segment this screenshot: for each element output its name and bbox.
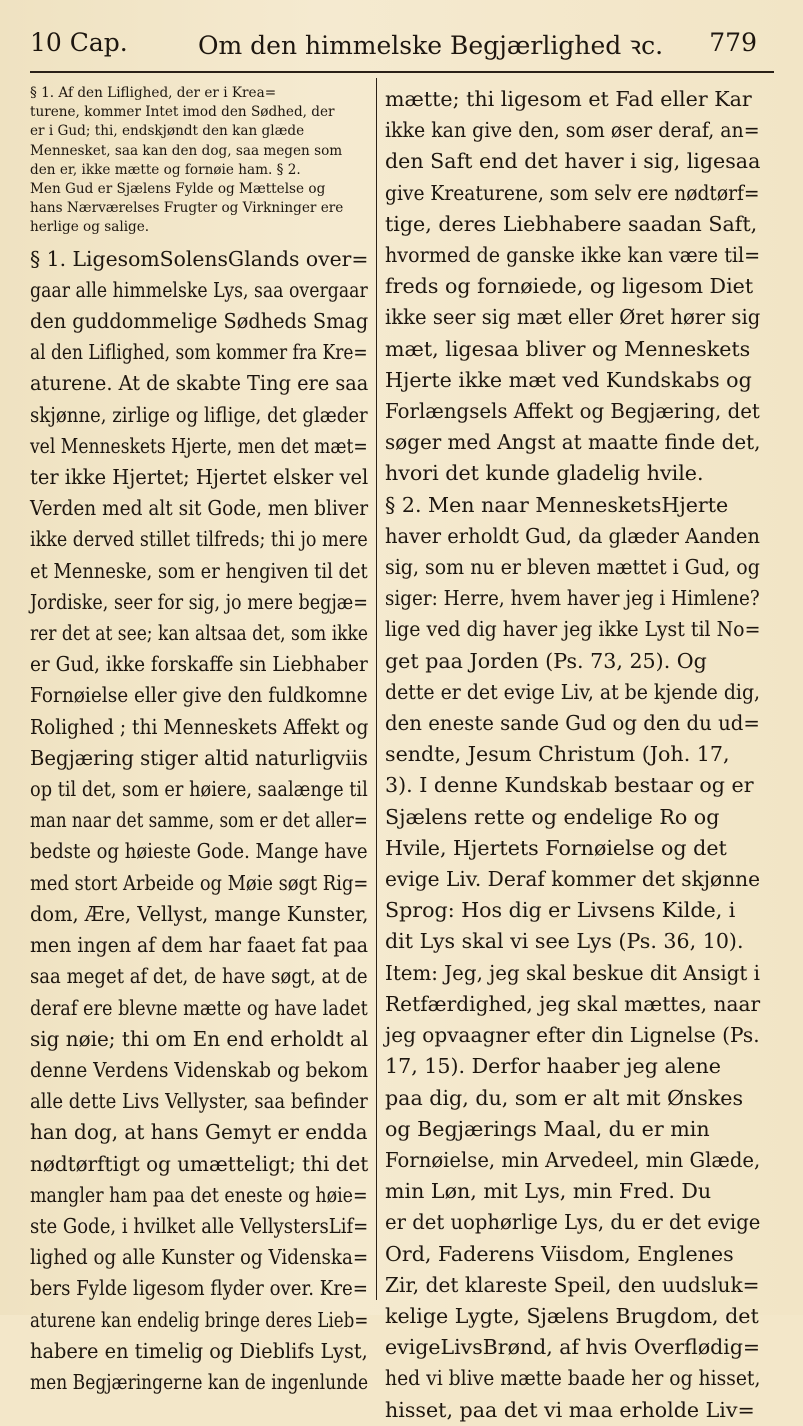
text-line: tige, deres Liebhabere saadan Saft, [385,211,758,236]
text-line: sig, som nu er bleven mættet i Gud, og [385,555,760,580]
text-line: aturene kan endelig bringe deres Lieb= [30,1307,369,1332]
text-line: ste Gode, i hvilket alle VellystersLif= [30,1213,369,1238]
text-line: alle dette Livs Vellyster, saa befinder [30,1089,368,1114]
text-line: men Begjæringerne kan de ingenlunde [30,1369,369,1394]
text-line: dette er det evige Liv, at be kjende dig, [385,679,761,704]
text-line: gaar alle himmelske Lys, saa overgaar [30,277,368,302]
text-line: er i Gud; thi, endskjøndt den kan glæde [30,123,305,140]
text-line: mangler ham paa det eneste og høie= [30,1182,368,1207]
text-line: denne Verdens Videnskab og bekom [30,1057,369,1082]
left-column [30,84,368,1398]
text-line: hvori det kunde gladelig hvile. [385,461,704,486]
text-line: er Gud, ikke forskaffe sin Liebhaber [30,652,368,677]
page-heading: Om den himmelske Begjærlighed ꝛc. [198,31,664,60]
page-number: 779 [709,28,757,57]
right-column-text [385,84,760,1426]
text-line: Hjerte ikke mæt ved Kundskabs og [385,367,752,392]
text-line: mæt, ligesaa bliver og Menneskets [385,336,751,361]
text-line: kelige Lygte, Sjælens Brugdom, det [385,1303,759,1328]
text-line: man naar det samme, som er det aller= [30,808,368,833]
text-line: jeg opvaagner efter din Lignelse (Ps. [385,1023,760,1048]
text-line: bedste og høieste Gode. Mange have [30,839,368,864]
text-line: min Løn, mit Lys, min Fred. Du [385,1179,712,1204]
text-line: sig nøie; thi om En end erholdt al [30,1026,369,1051]
column-divider [376,78,377,1300]
text-line: Retfærdighed, jeg skal mættes, naar [385,991,761,1016]
text-line: Zir, det klareste Speil, den uudsluk= [385,1272,760,1297]
text-line: turene, kommer Intet imod den Sødhed, der [30,104,335,121]
text-line: habere en timelig og Dieblifs Lyst, [30,1338,368,1363]
text-line: den Saft end det haver i sig, ligesaa [385,149,761,174]
text-line: § 1. LigesomSolensGlands over= [30,246,369,271]
text-line: herlige og salige. [30,219,150,236]
chapter-summary [30,84,368,238]
text-line: Verden med alt sit Gode, men bliver [30,496,369,521]
text-line: Rolighed ; thi Menneskets Affekt og [30,714,369,739]
text-line: 3). I denne Kundskab bestaar og er [385,773,754,798]
right-column [385,84,760,1426]
text-line: Men Gud er Sjælens Fylde og Mættelse og [30,181,326,198]
text-line: Ord, Faderens Viisdom, Englenes [385,1241,734,1266]
text-line: paa dig, du, som er alt mit Ønskes [385,1085,744,1110]
text-line: hans Nærværelses Frugter og Virkninger ere [30,200,344,217]
text-line: bers Fylde ligesom flyder over. Kre= [30,1276,369,1301]
text-line: hvormed de ganske ikke kan være til= [385,243,761,268]
text-line: Sprog: Hos dig er Livsens Kilde, i [385,898,736,923]
text-line: med stort Arbeide og Møie søgt Rig= [30,870,369,895]
text-line: lige ved dig haver jeg ikke Lyst til No= [385,617,761,642]
text-line: dit Lys skal vi see Lys (Ps. 36, 10). [385,929,744,954]
text-line: er det uophørlige Lys, du er det evige [385,1210,761,1235]
text-line: Sjælens rette og endelige Ro og [385,804,720,829]
text-line: haver erholdt Gud, da glæder Aanden [385,523,760,548]
text-line: men ingen af dem har faaet fat paa [30,933,369,958]
text-line: evigeLivsBrønd, af hvis Overflødig= [385,1335,761,1360]
text-line: ikke kan give den, som øser deraf, an= [385,118,760,143]
text-line: mætte; thi ligesom et Fad eller Kar [385,87,752,111]
text-line: skjønne, zirlige og liflige, det glæder [30,402,368,427]
text-line: et Menneske, som er hengiven til det [30,558,368,583]
text-line: dom, Ære, Vellyst, mange Kunster, [30,901,369,926]
text-line: lighed og alle Kunster og Videnska= [30,1245,369,1270]
text-line: Fornøielse, min Arvedeel, min Glæde, [385,1147,761,1172]
text-line: vel Menneskets Hjerte, men det mæt= [30,433,368,458]
text-line: hisset, paa det vi maa erholde Liv= [385,1397,755,1422]
text-line: sendte, Jesum Christum (Joh. 17, [385,742,730,767]
text-line: aturene. At de skabte Ting ere saa [30,371,369,396]
text-line: siger: Herre, hvem haver jeg i Himlene? [385,586,760,611]
text-line: den eneste sande Gud og den du ud= [385,711,760,736]
text-line: § 2. Men naar MennesketsHjerte [385,492,729,517]
text-line: Hvile, Hjertets Fornøielse og det [385,835,727,860]
text-line: deraf ere blevne mætte og have ladet [30,995,368,1020]
text-line: den guddommelige Sødheds Smag [30,309,369,334]
text-line: søger med Angst at maatte finde det, [385,430,761,455]
text-line: 17, 15). Derfor haaber jeg alene [385,1054,721,1079]
text-line: Item: Jeg, jeg skal beskue dit Ansigt i [385,960,760,985]
text-line: § 1. Af den Liflighed, der er i Krea= [30,85,277,101]
left-column-text [30,244,368,1399]
text-line: ikke seer sig mæt eller Øret hører sig [385,305,761,330]
text-line: hed vi blive mætte baade her og hisset, [385,1366,761,1391]
text-line: op til det, som er høiere, saalænge til [30,777,368,802]
text-line: nødtørftigt og umætteligt; thi det [30,1151,369,1176]
text-line: Fornøielse eller give den fuldkomne [30,683,368,708]
text-line: evige Liv. Deraf kommer det skjønne [385,867,761,892]
text-line: Jordiske, seer for sig, jo mere begjæ= [30,589,368,614]
text-line: freds og fornøiede, og ligesom Diet [385,274,754,299]
text-line: Mennesket, saa kan den dog, saa megen som [30,142,343,159]
text-line: Begjæring stiger altid naturligviis [30,745,368,770]
text-line: ikke derved stillet tilfreds; thi jo mere [30,527,368,552]
text-line: rer det at see; kan altsaa det, som ikke [30,621,369,646]
text-line: og Begjærings Maal, du er min [385,1116,710,1141]
text-line: saa meget af det, de have søgt, at de [30,964,368,989]
chapter-label: 10 Cap. [30,28,128,57]
text-line: han dog, at hans Gemyt er endda [30,1120,368,1145]
text-line: ter ikke Hjertet; Hjertet elsker vel [30,465,369,490]
header-rule [30,71,774,73]
text-line: al den Liflighed, som kommer fra Kre= [30,340,368,365]
running-header [0,28,803,68]
text-line: give Kreaturene, som selv ere nødtørf= [385,180,760,205]
text-line: get paa Jorden (Ps. 73, 25). Og [385,648,707,673]
text-line: Forlængsels Affekt og Begjæring, det [385,399,760,424]
text-line: den er, ikke mætte og fornøie ham. § 2. [30,161,301,178]
